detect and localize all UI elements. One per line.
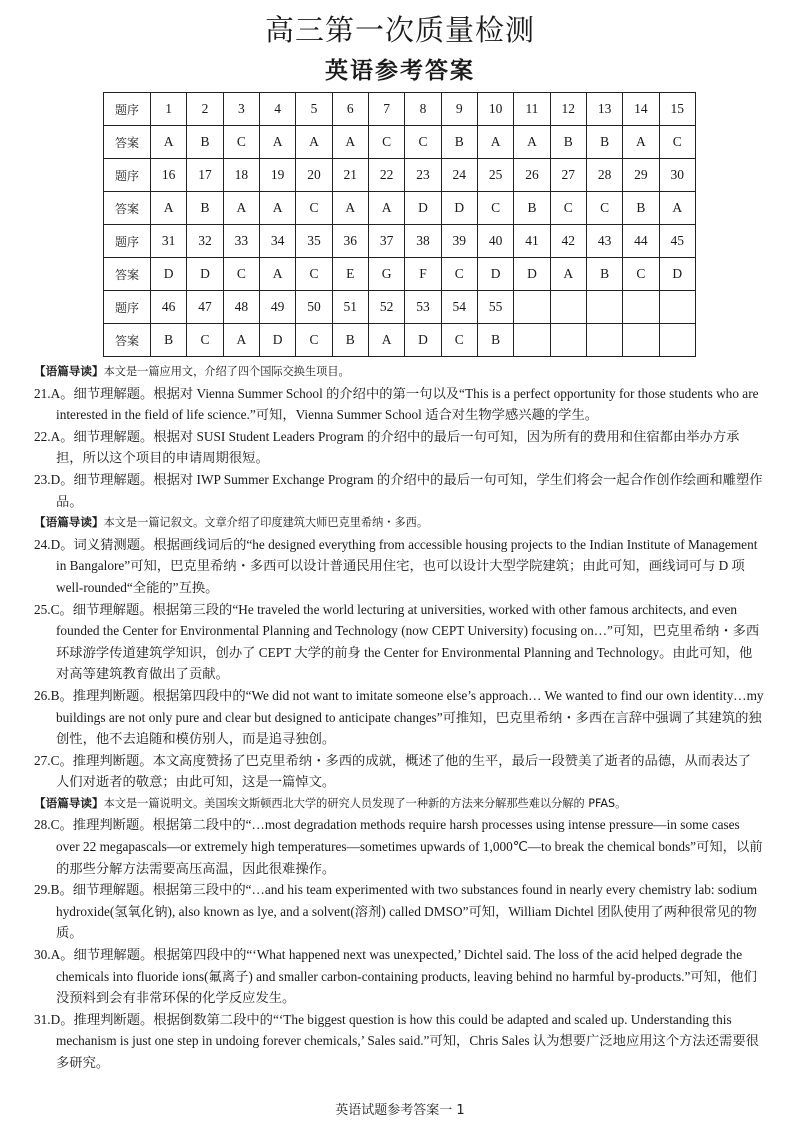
question-number-cell: 28 — [586, 159, 622, 192]
question-number-cell: 21 — [332, 159, 368, 192]
question-number-cell: 11 — [514, 93, 550, 126]
answer-cell: C — [405, 126, 441, 159]
answer-cell: C — [586, 192, 622, 225]
answer-explanation: 22.A。细节理解题。根据对 SUSI Student Leaders Program 的介绍中的最后一句可知，因为所有的费用和住宿都由举办方承担，所以这个项目的申请周期很短。 — [34, 428, 740, 466]
answer-explanation: 25.C。细节理解题。根据第三段的“He traveled the world lecturing at universities, worked with other famous architects, and even founded the Center for Environmental Planning and Technology (now CEPT University) focusing on…”可知，巴克里希纳・多西环球游学传道建筑学知识，创办了 CEPT 大学的前身 the Center for Environmental Planning and Technology。由此可知，他对高等建筑教育做出了贡献。 — [34, 601, 760, 682]
question-number-cell — [514, 291, 550, 324]
passage-guide-label: 【语篇导读】 — [34, 795, 104, 810]
answer-cell: B — [187, 126, 223, 159]
passage-guide-label: 【语篇导读】 — [34, 364, 104, 378]
answer-explanation: 23.D。细节理解题。根据对 IWP Summer Exchange Program 的介绍中的最后一句可知，学生们将会一起合作创作绘画和雕塑作品。 — [34, 471, 763, 509]
question-number-cell: 44 — [623, 225, 659, 258]
question-number-cell: 55 — [477, 291, 513, 324]
answer-cell: B — [151, 324, 187, 357]
answer-row-label: 答案 — [104, 324, 151, 357]
passage-guide-text: 本文是一篇应用文，介绍了四个国际交换生项目。 — [103, 365, 350, 378]
answer-cell: B — [187, 192, 223, 225]
page-title: 高三第一次质量检测 — [264, 13, 535, 47]
answer-cell: A — [223, 324, 259, 357]
answer-cell: A — [259, 192, 295, 225]
answer-cell: C — [296, 324, 332, 357]
question-number-cell: 19 — [259, 159, 295, 192]
question-number-cell: 50 — [296, 291, 332, 324]
question-number-cell: 29 — [623, 159, 659, 192]
answer-cell: A — [223, 192, 259, 225]
question-number-cell: 3 — [223, 93, 259, 126]
question-number-cell: 54 — [441, 291, 477, 324]
question-number-cell: 13 — [586, 93, 622, 126]
answer-row — [104, 126, 696, 159]
passage-guide — [34, 793, 764, 815]
question-number-row-label: 题序 — [104, 225, 151, 258]
question-number-cell: 30 — [659, 159, 695, 192]
answer-cell: C — [441, 258, 477, 291]
question-number-cell: 43 — [586, 225, 622, 258]
answer-explanation: 31.D。推理判断题。根据倒数第二段中的“‘The biggest question is how this could be adapted and scaled up. Understanding this mechanism is just one step in undoing forever chemicals,’ Sales said.”可知，Chris Sales 认为想要广泛地应用这个方法还需要很多研究。 — [34, 1011, 759, 1070]
answer-explanation: 26.B。推理判断题。根据第四段中的“We did not want to imitate someone else’s approach… We wanted to find our own identity…my buildings are not only pure and clear but designed to anticipate changes”可推知，巴克里希纳・多西在言辞中强调了其建筑的独创性，他不去追随和模仿别人，而是追寻独创。 — [34, 687, 764, 747]
question-number-cell: 34 — [259, 225, 295, 258]
question-number-cell: 38 — [405, 225, 441, 258]
question-number-cell: 27 — [550, 159, 586, 192]
answer-cell — [514, 324, 550, 357]
passage-guide-text: 本文是一篇记叙文。文章介绍了印度建筑大师巴克里希纳・多西。 — [103, 516, 429, 530]
answer-cell — [550, 324, 586, 357]
question-number-cell: 52 — [368, 291, 404, 324]
explanations — [34, 361, 764, 1074]
answer-cell: A — [259, 258, 295, 291]
question-number-cell: 15 — [659, 93, 695, 126]
question-number-cell: 36 — [332, 225, 368, 258]
question-number-cell: 2 — [187, 93, 223, 126]
passage-guide-text: 本文是一篇说明文。美国埃文斯顿西北大学的研究人员发现了一种新的方法来分解那些难以分解的 PFAS。 — [103, 796, 627, 810]
answer-row-label: 答案 — [104, 126, 151, 159]
question-number-cell: 37 — [368, 225, 404, 258]
answer-cell: C — [623, 258, 659, 291]
question-number-row-label: 题序 — [104, 93, 151, 126]
answer-cell: A — [659, 192, 695, 225]
answer-cell: B — [586, 126, 622, 159]
question-number-cell: 53 — [405, 291, 441, 324]
question-number-row — [104, 159, 696, 192]
answer-cell: B — [477, 324, 513, 357]
answer-row-label: 答案 — [104, 192, 151, 225]
answer-cell — [586, 324, 622, 357]
question-number-cell: 35 — [296, 225, 332, 258]
answer-cell: A — [296, 126, 332, 159]
question-number-cell: 16 — [151, 159, 187, 192]
question-number-cell: 14 — [623, 93, 659, 126]
answer-cell: A — [477, 126, 513, 159]
answer-cell: B — [441, 126, 477, 159]
question-number-cell: 31 — [151, 225, 187, 258]
question-number-cell — [623, 291, 659, 324]
answer-explanation: 29.B。细节理解题。根据第三段中的“…and his team experimented with two substances found in nearly every chemistry lab: sodium hydroxide(氢氧化钠), also known as lye, and a solvent(溶剂) called DMSO”可知，William Dichtel 团队使用了两种很常见的物质。 — [34, 882, 758, 941]
question-number-cell: 12 — [550, 93, 586, 126]
answer-cell: C — [659, 126, 695, 159]
question-number-cell: 33 — [223, 225, 259, 258]
question-number-cell: 49 — [259, 291, 295, 324]
answer-cell: C — [477, 192, 513, 225]
answer-row — [104, 258, 696, 291]
question-number-cell: 41 — [514, 225, 550, 258]
answer-cell: A — [368, 192, 404, 225]
answer-cell: D — [187, 258, 223, 291]
answer-cell: G — [368, 258, 404, 291]
answer-cell: A — [550, 258, 586, 291]
answer-cell: B — [550, 126, 586, 159]
question-number-row-label: 题序 — [104, 291, 151, 324]
answer-cell: A — [623, 126, 659, 159]
answer-explanation: 21.A。细节理解题。根据对 Vienna Summer School 的介绍中的第一句以及“This is a perfect opportunity for those students who are interested in the field of life science.”可知，Vienna Summer School 适合对生物学感兴趣的学生。 — [34, 385, 759, 423]
answer-cell: D — [659, 258, 695, 291]
question-number-row — [104, 291, 696, 324]
answer-cell: D — [259, 324, 295, 357]
question-number-cell: 47 — [187, 291, 223, 324]
answer-cell: A — [368, 324, 404, 357]
answer-cell — [623, 324, 659, 357]
question-number-cell: 26 — [514, 159, 550, 192]
question-number-cell: 18 — [223, 159, 259, 192]
answer-cell: C — [296, 192, 332, 225]
answer-explanation: 24.D。词义猜测题。根据画线词后的“he designed everything from accessible housing projects to the Indian Institute of Management in Bangalore”可知，巴克里希纳・多西可以设计普通民用住宅，也可以设计大型学院建筑；由此可知，画线词可与 D 项 well-rounded“全能的”互换。 — [34, 536, 758, 595]
answer-cell — [659, 324, 695, 357]
question-number-cell — [550, 291, 586, 324]
question-number-cell: 10 — [477, 93, 513, 126]
question-number-cell: 24 — [441, 159, 477, 192]
question-number-cell: 39 — [441, 225, 477, 258]
question-number-cell: 45 — [659, 225, 695, 258]
question-number-cell: 32 — [187, 225, 223, 258]
answer-cell: D — [477, 258, 513, 291]
question-number-cell: 51 — [332, 291, 368, 324]
answer-cell: A — [259, 126, 295, 159]
page-subtitle: 英语参考答案 — [325, 58, 475, 84]
question-number-row — [104, 93, 696, 126]
question-number-cell: 1 — [151, 93, 187, 126]
answer-cell: D — [151, 258, 187, 291]
answer-cell: B — [514, 192, 550, 225]
answer-row-label: 答案 — [104, 258, 151, 291]
answer-cell: D — [514, 258, 550, 291]
passage-guide-label: 【语篇导读】 — [34, 515, 104, 530]
answer-cell: F — [405, 258, 441, 291]
question-number-row — [104, 225, 696, 258]
question-number-cell: 6 — [332, 93, 368, 126]
question-number-cell: 17 — [187, 159, 223, 192]
answer-cell: B — [623, 192, 659, 225]
answer-cell: C — [296, 258, 332, 291]
answer-cell: A — [332, 192, 368, 225]
page-footer: 英语试题参考答案一 1 — [335, 1103, 465, 1118]
passage-guide — [34, 512, 764, 534]
question-number-cell: 5 — [296, 93, 332, 126]
answer-cell: A — [332, 126, 368, 159]
answer-cell: A — [151, 192, 187, 225]
question-number-cell: 8 — [405, 93, 441, 126]
answer-cell: C — [441, 324, 477, 357]
answer-cell: C — [368, 126, 404, 159]
question-number-cell — [659, 291, 695, 324]
answer-cell: D — [405, 324, 441, 357]
answer-cell: C — [187, 324, 223, 357]
question-number-cell: 22 — [368, 159, 404, 192]
question-number-cell: 48 — [223, 291, 259, 324]
question-number-cell: 7 — [368, 93, 404, 126]
question-number-cell: 9 — [441, 93, 477, 126]
question-number-cell: 4 — [259, 93, 295, 126]
passage-guide — [34, 361, 764, 383]
answer-row — [104, 324, 696, 357]
answer-cell: C — [223, 126, 259, 159]
answer-table — [103, 92, 696, 357]
answer-cell: D — [405, 192, 441, 225]
question-number-cell: 40 — [477, 225, 513, 258]
answer-explanation: 30.A。细节理解题。根据第四段中的“‘What happened next was unexpected,’ Dichtel said. The loss of the acid helped degrade the chemicals into fluoride ions(氟离子) and smaller carbon-containing products, leaving behind no harmful by-products.”可知，他们没预料到会有非常环保的化学反应发生。 — [34, 947, 757, 1006]
question-number-cell: 23 — [405, 159, 441, 192]
answer-cell: A — [151, 126, 187, 159]
question-number-cell: 42 — [550, 225, 586, 258]
question-number-row-label: 题序 — [104, 159, 151, 192]
answer-explanation: 27.C。推理判断题。本文高度赞扬了巴克里希纳・多西的成就，概述了他的生平，最后一段赞美了逝者的品德，从而表达了人们对逝者的敬意；由此可知，这是一篇悼文。 — [34, 752, 751, 790]
answer-explanation: 28.C。推理判断题。根据第二段中的“…most degradation methods require harsh processes using intense pressure—in some cases over 22 megapascals—or extremely high temperatures—sometimes upwards of 1,000℃—to break the chemical bonds”可知，以前的那些分解方法需要高压高温，因此很难操作。 — [34, 817, 763, 876]
answer-cell: D — [441, 192, 477, 225]
answer-cell: C — [550, 192, 586, 225]
answer-cell: C — [223, 258, 259, 291]
question-number-cell: 20 — [296, 159, 332, 192]
question-number-cell — [586, 291, 622, 324]
answer-cell: B — [332, 324, 368, 357]
answer-cell: E — [332, 258, 368, 291]
question-number-cell: 25 — [477, 159, 513, 192]
question-number-cell: 46 — [151, 291, 187, 324]
answer-row — [104, 192, 696, 225]
answer-cell: A — [514, 126, 550, 159]
answer-cell: B — [586, 258, 622, 291]
